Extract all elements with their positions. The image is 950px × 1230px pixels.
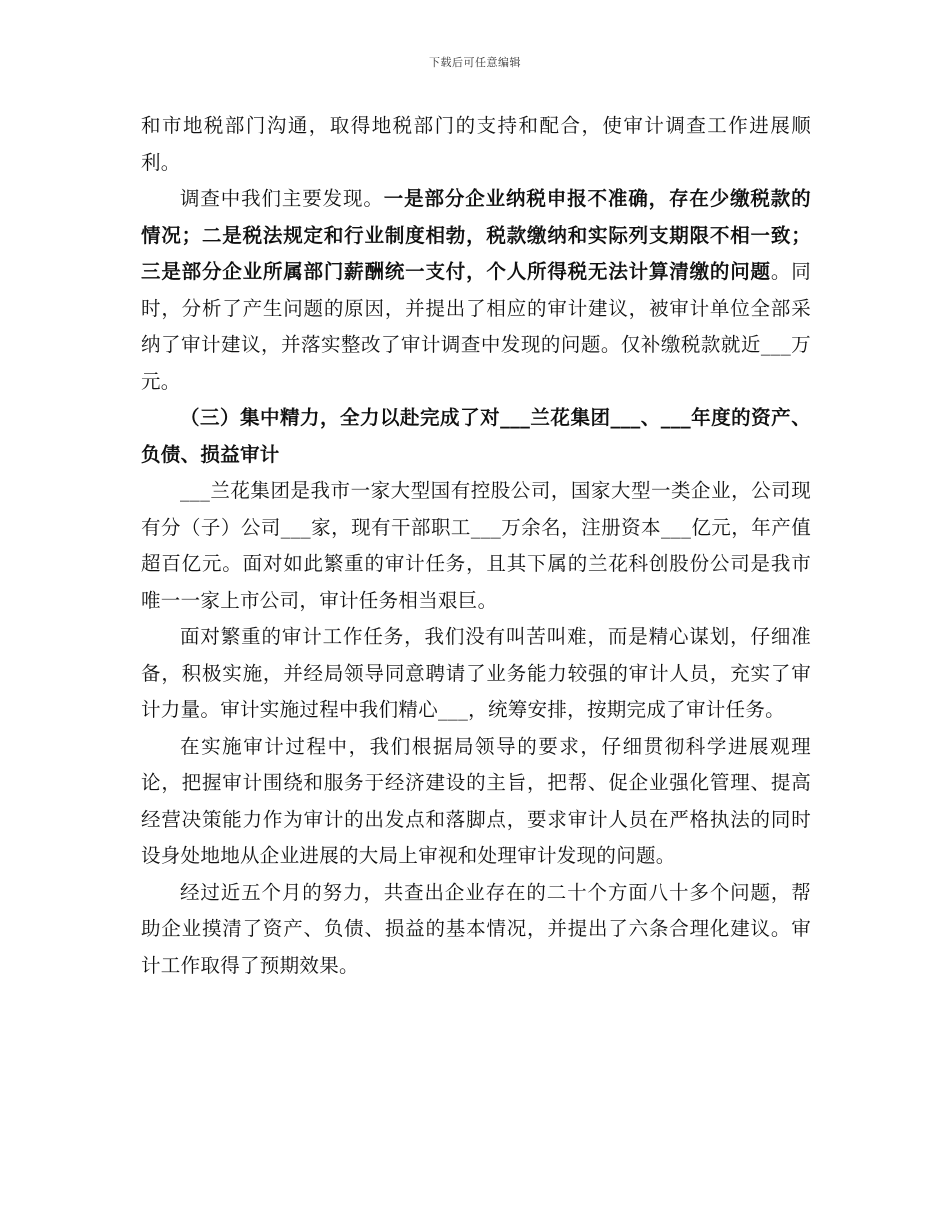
paragraph-7: 经过近五个月的努力，共查出企业存在的二十个方面八十多个问题，帮助企业摸清了资产、负债、损益的基本情况，并提出了六条合理化建议。审计工作取得了预期效果。 <box>141 880 811 977</box>
section-heading-3: （三）集中精力，全力以赴完成了对___兰花集团___、___年度的资产、负债、损益审计 <box>141 406 811 466</box>
paragraph-2-findings: 一是部分企业纳税申报不准确，存在少缴税款的情况；二是税法规定和行业制度相勃，税款缴纳和实际列支期限不相一致；三是部分企业所属部门薪酬统一支付，个人所得税无法计算清缴的问题 <box>141 187 811 283</box>
paragraph-1: 和市地税部门沟通，取得地税部门的支持和配合，使审计调查工作进展顺利。 <box>141 114 811 174</box>
paragraph-2-lead: 调查中我们主要发现。 <box>180 187 384 210</box>
paragraph-4: ___兰花集团是我市一家大型国有控股公司，国家大型一类企业，公司现有分（子）公司___家，现有干部职工___万余名，注册资本___亿元，年产值超百亿元。面对如此繁重的审计任务，且其下属的兰花科创股份公司是我市唯一一家上市公司，审计任务相当艰巨。 <box>141 479 811 612</box>
paragraph-2-tail: 。同时，分析了产生问题的原因，并提出了相应的审计建议，被审计单位全部采纳了审计建议，并落实整改了审计调查中发现的问题。仅补缴税款就近___万元。 <box>141 260 811 393</box>
document-body <box>141 108 811 984</box>
paragraph-5: 面对繁重的审计工作任务，我们没有叫苦叫难，而是精心谋划，仔细准备，积极实施，并经局领导同意聘请了业务能力较强的审计人员，充实了审计力量。审计实施过程中我们精心___，统筹安排，按期完成了审计任务。 <box>141 625 811 721</box>
paragraph-2 <box>141 181 811 400</box>
paragraph-6: 在实施审计过程中，我们根据局领导的要求，仔细贯彻科学进展观理论，把握审计围绕和服务于经济建设的主旨，把帮、促企业强化管理、提高经营决策能力作为审计的出发点和落脚点，要求审计人员在严格执法的同时设身处地地从企业进展的大局上审视和处理审计发现的问题。 <box>141 734 811 867</box>
page-header: 下载后可任意编辑 <box>429 56 521 69</box>
